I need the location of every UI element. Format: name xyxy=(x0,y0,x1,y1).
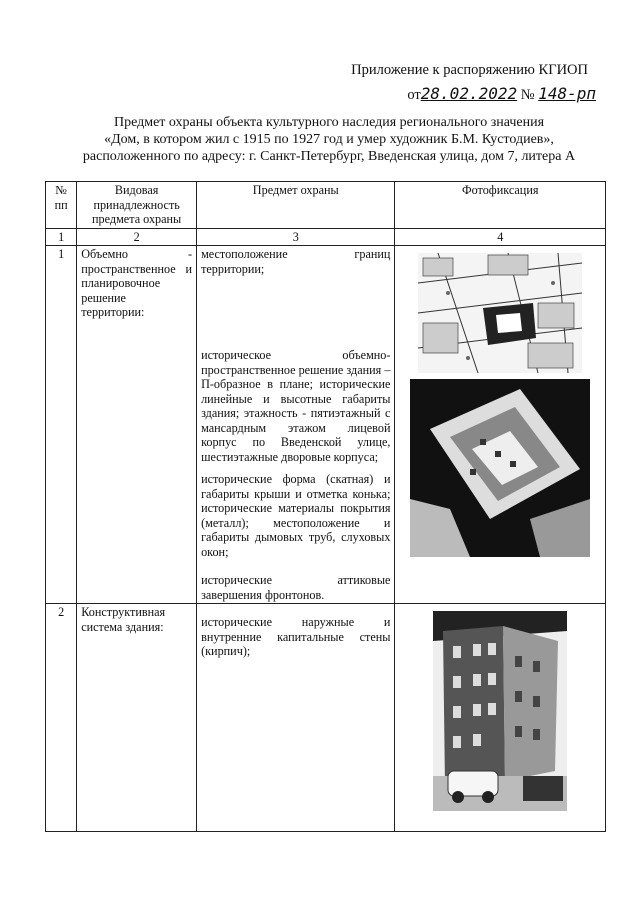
list-item: исторические форма (скатная) и габариты крыши и отметка конька; исторические материалы покрытия (металл); местоположение и габариты дымовых труб, слуховых окон; xyxy=(201,472,391,559)
table-number-row xyxy=(46,228,606,246)
col-number: 3 xyxy=(197,228,395,246)
table-row xyxy=(46,246,606,604)
table-row xyxy=(46,604,606,832)
list-item: местоположение границ территории; xyxy=(201,247,391,276)
row-type: Объемно - пространственное и планировочное решение территории: xyxy=(77,246,197,604)
list-item: исторические аттиковые завершения фронтонов. xyxy=(201,573,391,602)
map-photo xyxy=(418,253,582,373)
row-photos xyxy=(395,604,606,832)
row-items xyxy=(197,604,395,832)
row-num: 2 xyxy=(46,604,77,832)
title-line-3: расположенного по адресу: г. Санкт-Петербург, Введенская улица, дом 7, литера А xyxy=(82,149,576,164)
title-line-1: Предмет охраны объекта культурного наследия регионального значения xyxy=(113,115,545,130)
aerial-photo xyxy=(410,379,590,557)
col-number: 2 xyxy=(77,228,197,246)
appendix-label: Приложение к распоряжению КГИОП xyxy=(351,62,588,78)
order-reference xyxy=(407,84,596,104)
date-value: 28.02.2022 xyxy=(420,84,518,103)
number-prefix: № xyxy=(520,87,535,103)
header-photo: Фотофиксация xyxy=(395,182,606,229)
row-items xyxy=(197,246,395,604)
header-num: № пп xyxy=(46,182,77,229)
protection-table xyxy=(45,181,606,832)
list-item: историческое объемно-пространственное решение здания – П-образное в плане; исторические линейные и высотные габариты здания; этажность - пятиэтажный с мансардным этажом лицевой корпус по Введенской улице, шестиэтажные дворовые корпуса; xyxy=(201,348,391,464)
number-value: 148-рп xyxy=(538,84,596,103)
col-number: 1 xyxy=(46,228,77,246)
list-item: исторические наружные и внутренние капитальные стены (кирпич); xyxy=(201,615,391,658)
row-photos xyxy=(395,246,606,604)
document-title xyxy=(80,114,578,165)
header-type: Видовая принадлежность предмета охраны xyxy=(77,182,197,229)
date-prefix: от xyxy=(407,87,421,103)
title-line-2: «Дом, в котором жил с 1915 по 1927 год и умер художник Б.М. Кустодиев», xyxy=(104,132,554,147)
street-photo xyxy=(433,611,567,811)
header-subject: Предмет охраны xyxy=(197,182,395,229)
row-type: Конструктивная система здания: xyxy=(77,604,197,832)
row-num: 1 xyxy=(46,246,77,604)
table-header-row xyxy=(46,182,606,229)
col-number: 4 xyxy=(395,228,606,246)
